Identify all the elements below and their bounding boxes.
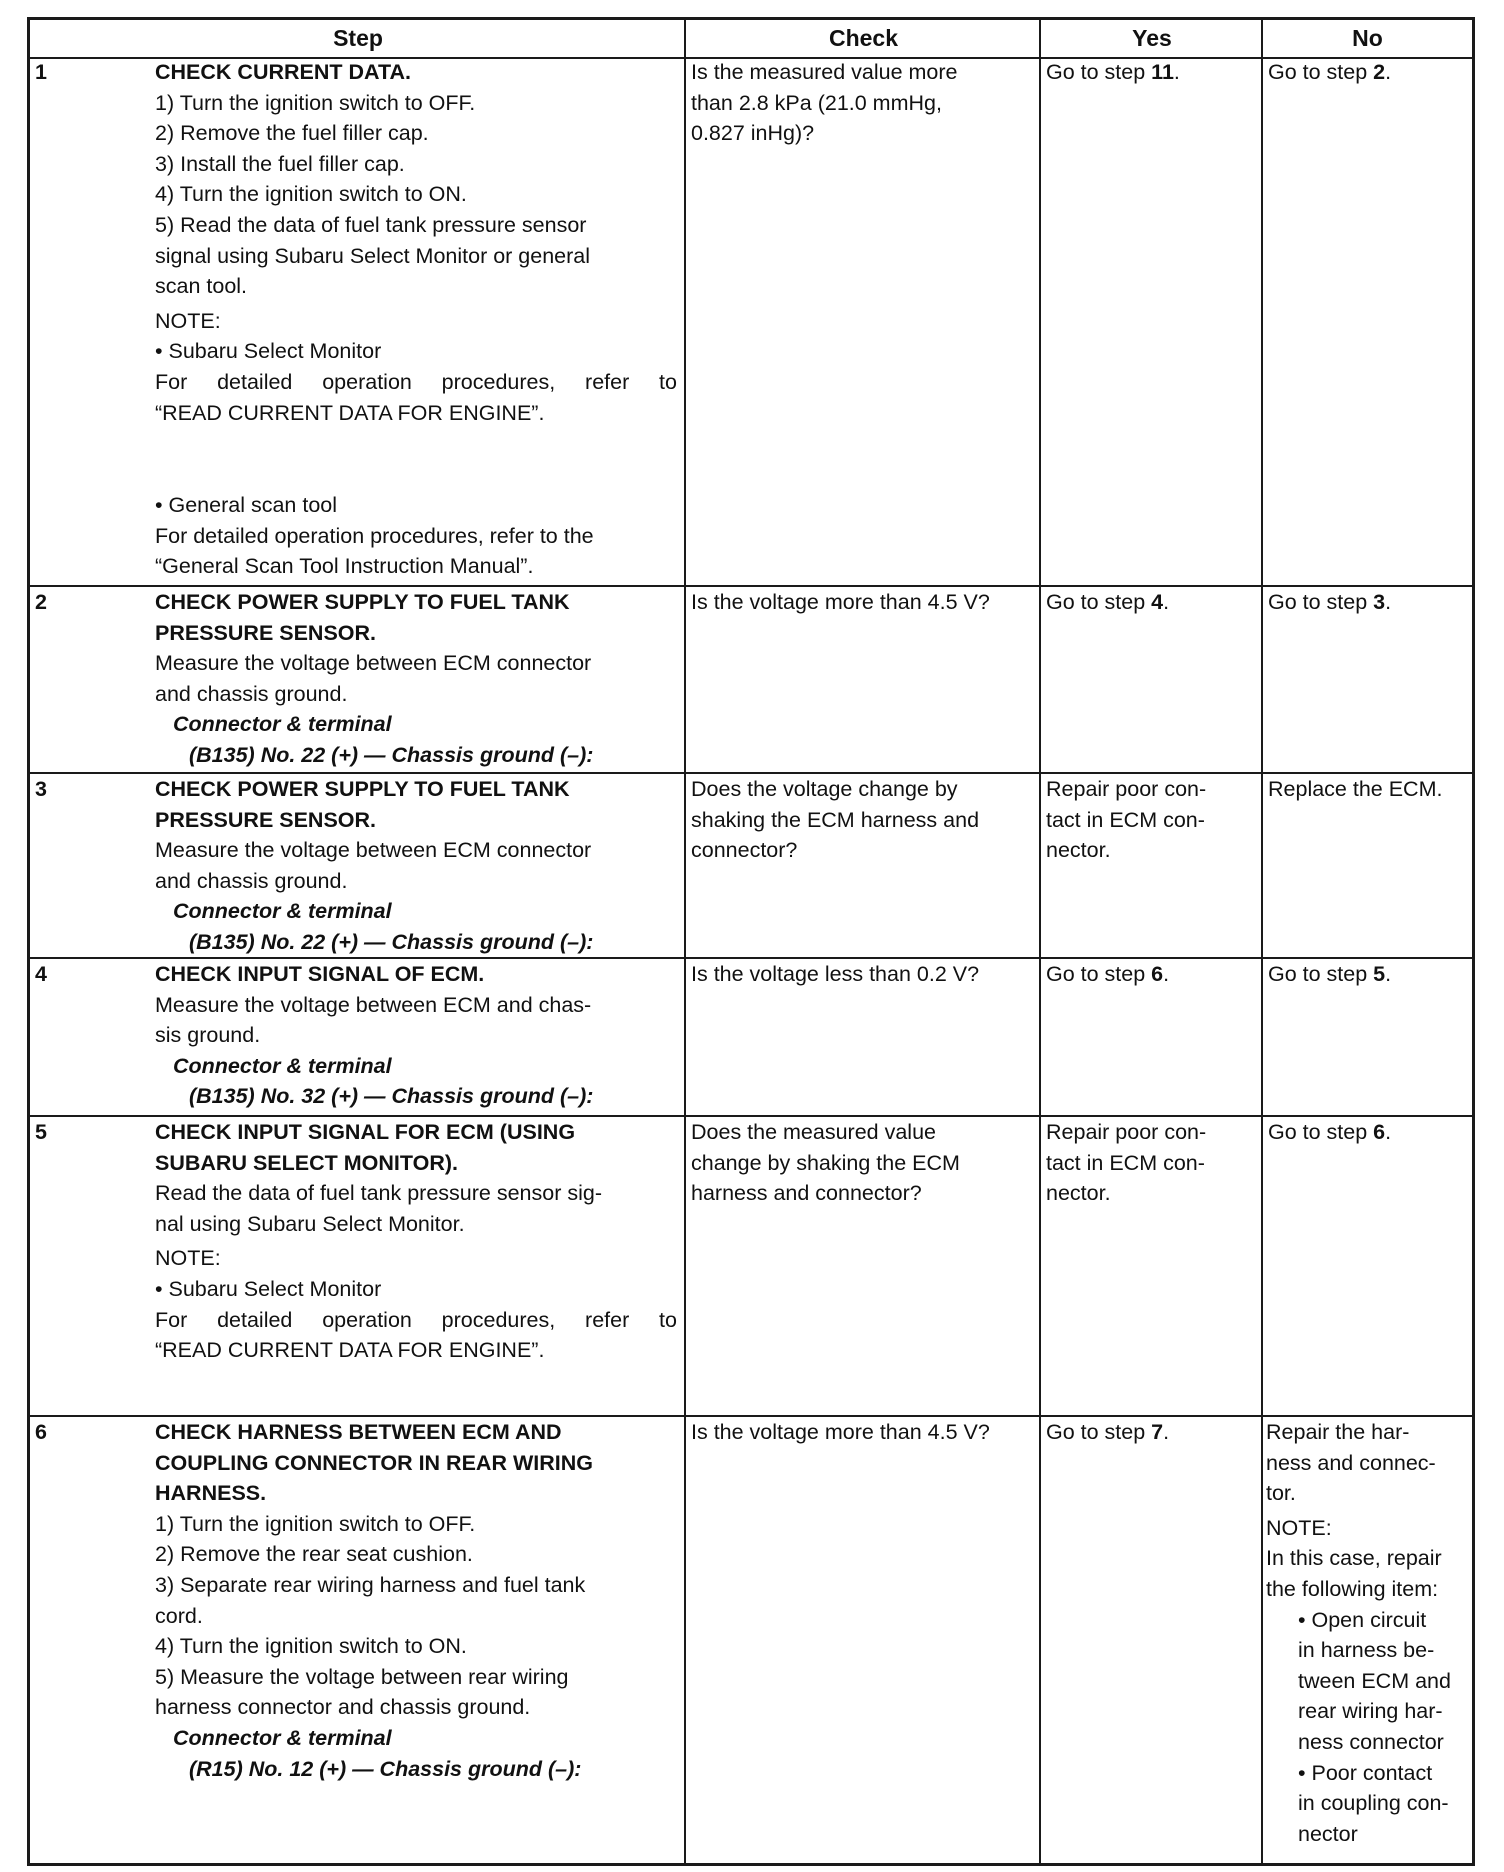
no-step-ref: 3 [1373, 590, 1386, 614]
yes-text: Go to step [1046, 1420, 1152, 1444]
step-title: CHECK INPUT SIGNAL OF ECM. [155, 962, 485, 986]
note-bullet: • Subaru Select Monitor [155, 1276, 382, 1301]
step-number: 6 [35, 1420, 47, 1444]
check-3 [691, 774, 1036, 866]
header-step: Step [30, 20, 686, 59]
no-6 [1266, 1417, 1472, 1849]
yes-step-ref: 6 [1151, 962, 1164, 986]
no-2 [1268, 587, 1472, 618]
step-number: 2 [35, 590, 47, 614]
note-bullet: • General scan tool [155, 493, 338, 518]
yes-text: Repair poor con- [1046, 1120, 1207, 1144]
check-text: shaking the ECM harness and [691, 807, 980, 832]
no-4 [1268, 959, 1472, 990]
note-text: “READ CURRENT DATA FOR ENGINE”. [155, 1338, 545, 1363]
step-3-content [155, 774, 677, 958]
no-3: Replace the ECM. [1268, 777, 1443, 801]
check-2: Is the voltage more than 4.5 V? [691, 590, 990, 614]
step-instruction: 2) Remove the rear seat cushion. [155, 1542, 473, 1567]
no-text: the following item: [1266, 1576, 1439, 1601]
step-title: CHECK POWER SUPPLY TO FUEL TANK [155, 777, 570, 801]
note-label: NOTE: [155, 308, 221, 333]
step-instruction: Measure the voltage between ECM connector [155, 838, 592, 863]
note-text: For detailed operation procedures, refer to [155, 369, 677, 394]
note-bullet: • Subaru Select Monitor [155, 339, 382, 364]
column-divider [1039, 20, 1041, 1863]
step-number: 4 [35, 962, 47, 986]
step-instruction: Read the data of fuel tank pressure sensor sig- [155, 1181, 602, 1206]
diagnostic-table [27, 17, 1475, 1866]
yes-2 [1046, 587, 1258, 618]
step-title: PRESSURE SENSOR. [155, 620, 377, 645]
step-instruction: 3) Separate rear wiring harness and fuel tank [155, 1572, 586, 1597]
step-title: COUPLING CONNECTOR IN REAR WIRING [155, 1450, 593, 1475]
step-instruction: 4) Turn the ignition switch to ON. [155, 182, 467, 207]
yes-step-ref: 11 [1151, 60, 1174, 84]
yes-6 [1046, 1417, 1258, 1448]
note-text: “READ CURRENT DATA FOR ENGINE”. [155, 400, 545, 425]
header-yes: Yes [1041, 20, 1263, 59]
note-bullet-text: tween ECM and [1298, 1668, 1451, 1693]
check-text: change by shaking the ECM [691, 1150, 960, 1175]
step-instruction: 2) Remove the fuel filler cap. [155, 121, 429, 146]
spacer [155, 428, 677, 490]
check-text: Is the measured value more [691, 60, 958, 84]
note-label: NOTE: [155, 1246, 221, 1271]
check-6: Is the voltage more than 4.5 V? [691, 1420, 990, 1444]
no-text: Go to step [1268, 962, 1374, 986]
step-title: CHECK HARNESS BETWEEN ECM AND [155, 1420, 562, 1444]
no-text: . [1385, 590, 1392, 614]
note-text: “General Scan Tool Instruction Manual”. [155, 554, 534, 579]
step-instruction: scan tool. [155, 274, 248, 299]
step-number: 1 [35, 60, 47, 84]
yes-text: . [1163, 590, 1170, 614]
yes-3 [1046, 774, 1258, 866]
no-text: tor. [1266, 1481, 1296, 1506]
column-divider [684, 20, 686, 1863]
check-4: Is the voltage less than 0.2 V? [691, 962, 980, 986]
header-check: Check [686, 20, 1041, 59]
connector-label: Connector & terminal [173, 899, 392, 924]
connector-terminal: (B135) No. 22 (+) — Chassis ground (–): [189, 742, 594, 767]
step-instruction: 3) Install the fuel filler cap. [155, 151, 405, 176]
no-text: Go to step [1268, 1120, 1374, 1144]
step-instruction: and chassis ground. [155, 868, 348, 893]
yes-text: . [1163, 962, 1170, 986]
yes-step-ref: 4 [1151, 590, 1164, 614]
connector-terminal: (B135) No. 32 (+) — Chassis ground (–): [189, 1084, 594, 1109]
column-divider [1261, 20, 1263, 1863]
yes-1 [1046, 57, 1258, 88]
check-1 [691, 57, 1036, 149]
check-text: Does the measured value [691, 1120, 937, 1144]
step-1-content [155, 57, 677, 582]
step-instruction: Measure the voltage between ECM and chas- [155, 992, 592, 1017]
connector-terminal: (R15) No. 12 (+) — Chassis ground (–): [189, 1756, 582, 1781]
connector-label: Connector & terminal [173, 1053, 392, 1078]
no-5 [1268, 1117, 1472, 1148]
check-text: harness and connector? [691, 1181, 922, 1206]
note-bullet-text: ness connector [1298, 1729, 1444, 1754]
yes-text: . [1173, 60, 1180, 84]
step-6-content [155, 1417, 677, 1784]
check-text: Does the voltage change by [691, 777, 958, 801]
step-5-content [155, 1117, 677, 1366]
yes-text: Go to step [1046, 962, 1152, 986]
step-title: HARNESS. [155, 1481, 267, 1506]
note-bullet-text: rear wiring har- [1298, 1699, 1443, 1724]
note-label: NOTE: [1266, 1515, 1332, 1540]
step-title: SUBARU SELECT MONITOR). [155, 1150, 458, 1175]
yes-text: nector. [1046, 838, 1111, 863]
step-instruction: 5) Measure the voltage between rear wiring [155, 1664, 569, 1689]
step-instruction: and chassis ground. [155, 681, 348, 706]
step-instruction: 1) Turn the ignition switch to OFF. [155, 90, 476, 115]
note-bullet-text: in coupling con- [1298, 1791, 1449, 1816]
note-text: For detailed operation procedures, refer to [155, 1307, 677, 1332]
step-title: CHECK POWER SUPPLY TO FUEL TANK [155, 590, 570, 614]
note-text: For detailed operation procedures, refer to the [155, 523, 594, 548]
step-instruction: harness connector and chassis ground. [155, 1695, 531, 1720]
yes-text: tact in ECM con- [1046, 807, 1205, 832]
connector-label: Connector & terminal [173, 1725, 392, 1750]
step-2-content [155, 587, 677, 771]
no-text: Go to step [1268, 590, 1374, 614]
step-instruction: nal using Subaru Select Monitor. [155, 1211, 465, 1236]
check-text: connector? [691, 838, 798, 863]
no-text: ness and connec- [1266, 1450, 1436, 1475]
no-step-ref: 5 [1373, 962, 1386, 986]
note-bullet: • Open circuit [1298, 1607, 1427, 1632]
note-bullet-text: nector [1298, 1821, 1358, 1846]
step-instruction: Measure the voltage between ECM connector [155, 651, 592, 676]
no-text: . [1385, 60, 1392, 84]
yes-text: . [1163, 1420, 1170, 1444]
connector-terminal: (B135) No. 22 (+) — Chassis ground (–): [189, 929, 594, 954]
step-4-content [155, 959, 677, 1112]
step-number: 3 [35, 777, 47, 801]
note-bullet-list [1266, 1605, 1472, 1850]
header-no: No [1263, 20, 1472, 59]
check-text: than 2.8 kPa (21.0 mmHg, [691, 90, 942, 115]
no-1 [1268, 57, 1472, 88]
yes-text: Repair poor con- [1046, 777, 1207, 801]
yes-text: tact in ECM con- [1046, 1150, 1205, 1175]
step-instruction: sis ground. [155, 1023, 261, 1048]
yes-text: Go to step [1046, 60, 1152, 84]
check-text: 0.827 inHg)? [691, 121, 815, 146]
no-text: In this case, repair [1266, 1546, 1442, 1571]
no-text: . [1385, 1120, 1392, 1144]
step-instruction: cord. [155, 1603, 203, 1628]
note-bullet: • Poor contact [1298, 1760, 1433, 1785]
step-title: PRESSURE SENSOR. [155, 807, 377, 832]
step-title: CHECK INPUT SIGNAL FOR ECM (USING [155, 1120, 576, 1144]
no-text: . [1385, 962, 1392, 986]
no-step-ref: 2 [1373, 60, 1386, 84]
no-text: Repair the har- [1266, 1420, 1410, 1444]
check-5 [691, 1117, 1036, 1209]
step-instruction: signal using Subaru Select Monitor or general [155, 243, 591, 268]
step-instruction: 4) Turn the ignition switch to ON. [155, 1634, 467, 1659]
no-text: Go to step [1268, 60, 1374, 84]
no-step-ref: 6 [1373, 1120, 1386, 1144]
step-title: CHECK CURRENT DATA. [155, 60, 411, 84]
step-instruction: 1) Turn the ignition switch to OFF. [155, 1511, 476, 1536]
step-number: 5 [35, 1120, 47, 1144]
yes-text: nector. [1046, 1181, 1111, 1206]
yes-text: Go to step [1046, 590, 1152, 614]
yes-step-ref: 7 [1151, 1420, 1164, 1444]
connector-label: Connector & terminal [173, 712, 392, 737]
yes-5 [1046, 1117, 1258, 1209]
yes-4 [1046, 959, 1258, 990]
note-bullet-text: in harness be- [1298, 1638, 1435, 1663]
step-instruction: 5) Read the data of fuel tank pressure sensor [155, 212, 587, 237]
